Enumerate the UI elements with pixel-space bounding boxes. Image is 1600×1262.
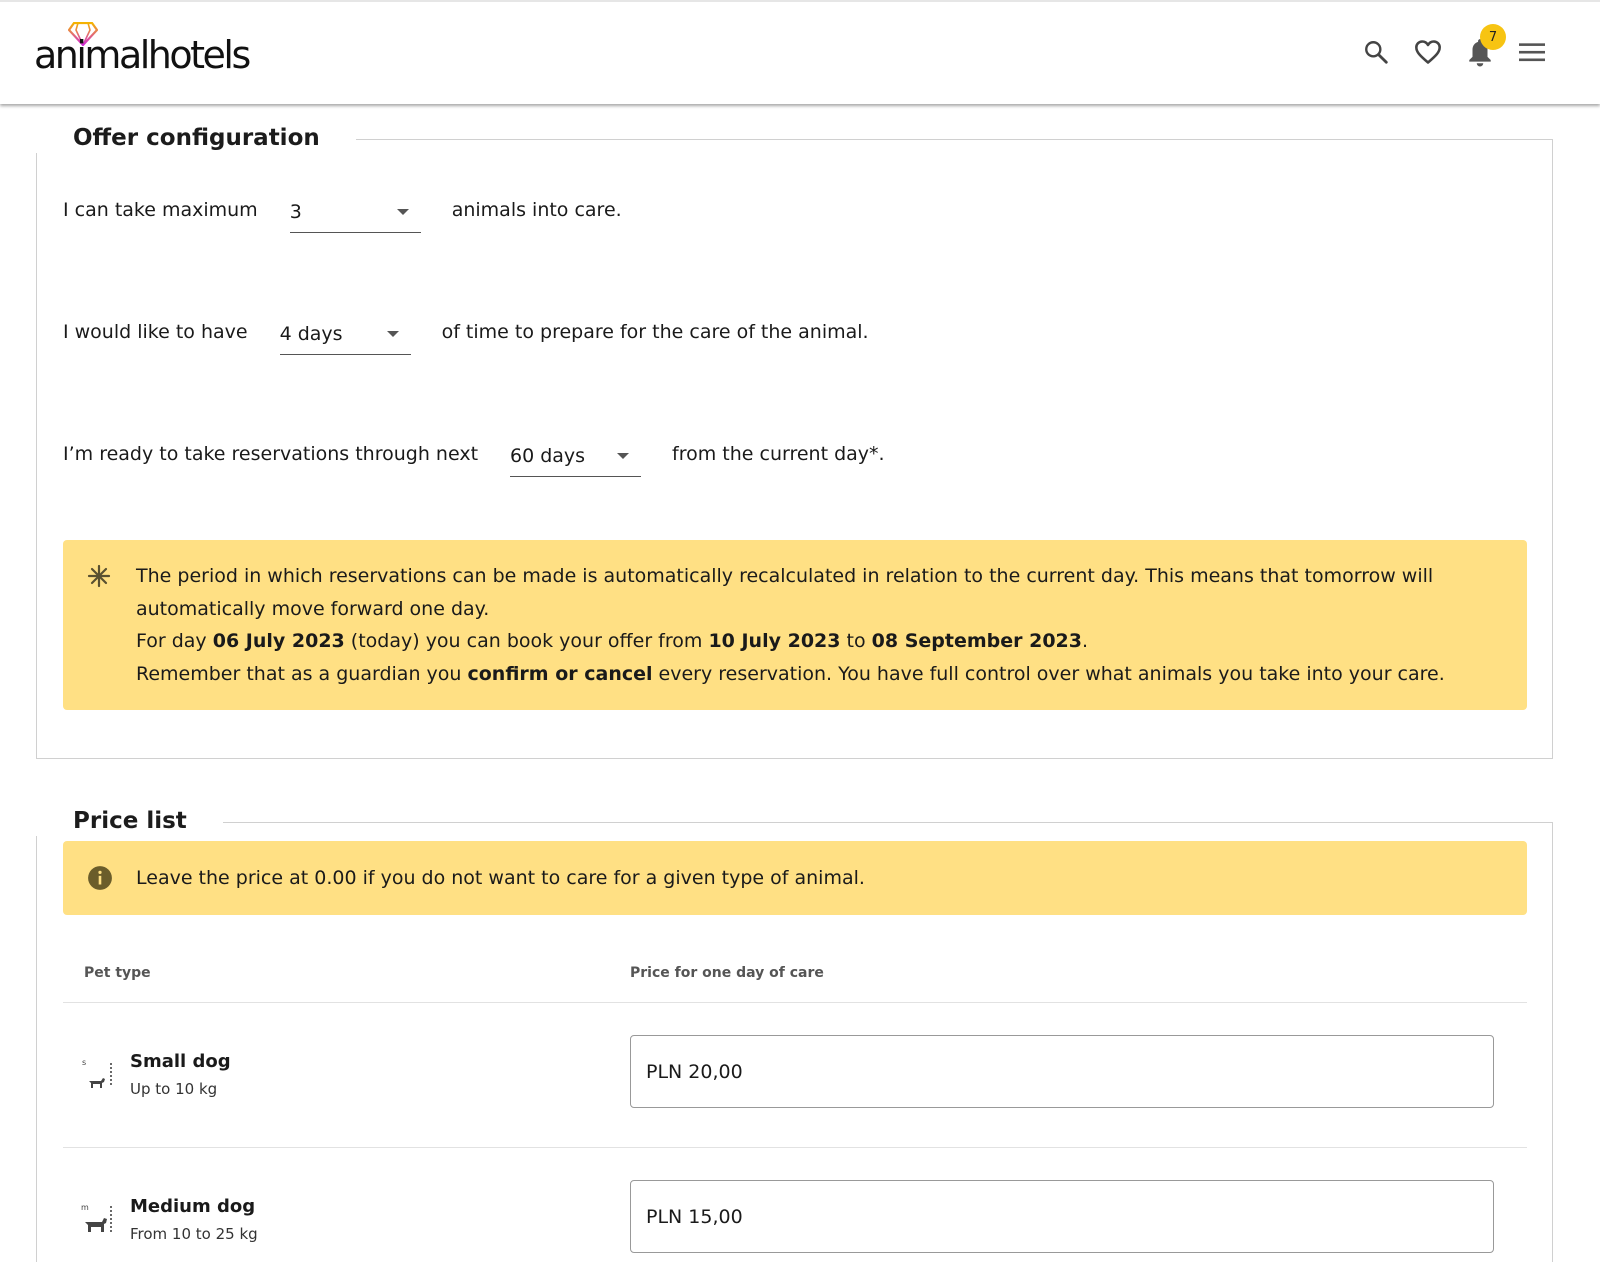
notice-line-2	[136, 625, 1487, 658]
notice-text: to	[840, 630, 872, 652]
top-bar	[0, 0, 1600, 104]
menu-button[interactable]	[1516, 34, 1548, 70]
notice-line-3	[136, 658, 1487, 691]
price-info-notice	[63, 841, 1527, 915]
small-dog-price-input[interactable]	[630, 1035, 1494, 1108]
price-list-title: Price list	[35, 806, 223, 836]
pet-name: Medium dog	[130, 1196, 256, 1217]
medium-dog-icon	[81, 1202, 117, 1242]
asterisk-icon	[87, 564, 111, 588]
info-icon	[87, 865, 113, 891]
reservation-window-suffix: from the current day*.	[672, 443, 885, 465]
price-table-header	[63, 947, 1527, 1003]
prep-time-value: 4 days	[279, 323, 343, 345]
notice-text: .	[1082, 630, 1089, 652]
pet-weight-range: Up to 10 kg	[130, 1080, 218, 1098]
size-letter: s	[82, 1058, 87, 1067]
price-info-text: Leave the price at 0.00 if you do not want to care for a given type of animal.	[136, 866, 865, 889]
pet-type-column-header: Pet type	[84, 965, 151, 981]
prep-time-suffix: of time to prepare for the care of the animal.	[441, 321, 869, 343]
max-animals-select[interactable]	[290, 187, 421, 233]
from-date: 10 July 2023	[708, 630, 841, 652]
logo-text: animalhotels	[34, 33, 249, 77]
offer-configuration-title: Offer configuration	[35, 123, 356, 153]
prep-time-row	[63, 309, 869, 355]
chevron-down-icon	[617, 453, 629, 459]
notice-text: (today) you can book your offer from	[344, 630, 709, 652]
menu-icon	[1519, 41, 1545, 63]
reservation-period-notice	[63, 540, 1527, 710]
reservation-window-select[interactable]	[510, 431, 641, 477]
logo[interactable]	[34, 22, 264, 82]
search-button[interactable]	[1360, 34, 1392, 70]
table-row	[63, 1003, 1527, 1148]
search-icon	[1363, 39, 1389, 65]
reservation-window-label: I’m ready to take reservations through next	[63, 443, 479, 465]
size-letter: m	[81, 1203, 89, 1212]
notice-line-1: The period in which reservations can be made is automatically recalculated in relation to the current day. This means that tomorrow will automatically move forward one day.	[136, 565, 1434, 620]
favorites-button[interactable]	[1412, 34, 1444, 70]
max-animals-label: I can take maximum	[63, 199, 258, 221]
max-animals-value: 3	[289, 201, 302, 223]
price-list-section	[36, 808, 1553, 1262]
notice-text: For day	[136, 630, 213, 652]
to-date: 08 September 2023	[871, 630, 1082, 652]
price-column-header: Price for one day of care	[630, 965, 824, 981]
heart-icon	[1414, 39, 1442, 65]
reservation-window-value: 60 days	[510, 445, 586, 467]
prep-time-label: I would like to have	[63, 321, 248, 343]
notice-text: every reservation. You have full control over what animals you take into your care.	[652, 662, 1445, 685]
confirm-or-cancel-text: confirm or cancel	[467, 662, 653, 685]
max-animals-suffix: animals into care.	[451, 199, 622, 221]
notifications-button[interactable]	[1464, 29, 1498, 70]
today-date: 06 July 2023	[212, 630, 345, 652]
offer-configuration-section	[36, 125, 1553, 759]
pet-name: Small dog	[130, 1051, 231, 1072]
header-actions	[1360, 29, 1548, 70]
table-row	[63, 1148, 1527, 1262]
pet-weight-range: From 10 to 25 kg	[130, 1225, 258, 1243]
medium-dog-price-input[interactable]	[630, 1180, 1494, 1253]
max-animals-row	[63, 187, 622, 233]
prep-time-select[interactable]	[280, 309, 411, 355]
notification-count-badge: 7	[1480, 24, 1506, 50]
small-dog-icon	[81, 1057, 117, 1097]
chevron-down-icon	[397, 209, 409, 215]
chevron-down-icon	[387, 331, 399, 337]
reservation-window-row	[63, 431, 885, 477]
notice-text: Remember that as a guardian you	[136, 662, 468, 685]
